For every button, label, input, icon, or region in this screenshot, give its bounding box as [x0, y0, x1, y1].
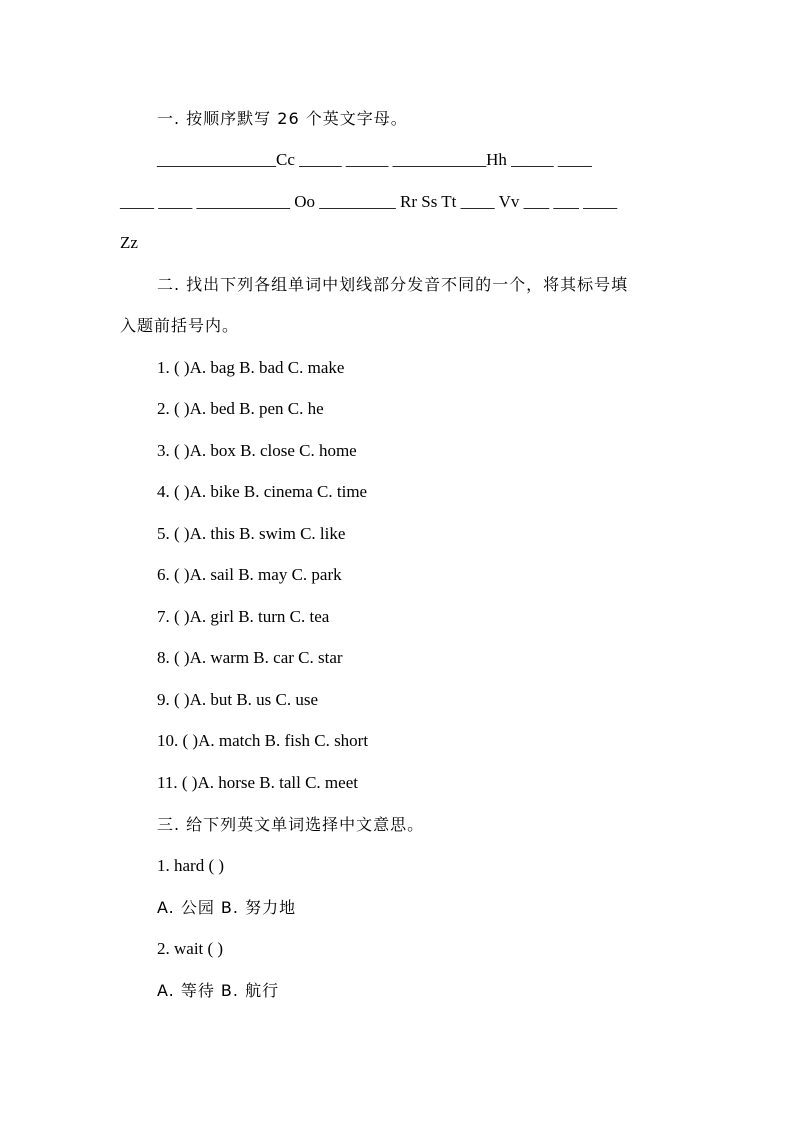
question-item-8: 8. ( )A. warm B. car C. star: [157, 648, 343, 667]
question-item-4: 4. ( )A. bike B. cinema C. time: [157, 482, 368, 501]
section3-heading: 三. 给下列英文单词选择中文意思。: [157, 815, 425, 834]
vocab-question-2: 2. wait ( ): [157, 939, 224, 958]
section2-heading-line1: 二. 找出下列各组单词中划线部分发音不同的一个，将其标号填: [157, 275, 629, 294]
question-item-1: 1. ( )A. bag B. bad C. make: [157, 358, 345, 377]
section1-heading: 一. 按顺序默写 26 个英文字母。: [157, 109, 408, 128]
question-item-3: 3. ( )A. box B. close C. home: [157, 441, 357, 460]
vocab-question-1: 1. hard ( ): [157, 856, 225, 875]
question-item-2: 2. ( )A. bed B. pen C. he: [157, 399, 324, 418]
question-item-10: 10. ( )A. match B. fish C. short: [157, 731, 369, 750]
question-item-11: 11. ( )A. horse B. tall C. meet: [157, 773, 358, 792]
vocab-question-2-options: A. 等待 B. 航行: [157, 981, 280, 1000]
section2-heading-line2: 入题前括号内。: [120, 316, 240, 335]
vocab-question-1-options: A. 公园 B. 努力地: [157, 898, 297, 917]
question-item-7: 7. ( )A. girl B. turn C. tea: [157, 607, 330, 626]
alphabet-line-1: ______________Cc _____ _____ ___________Hh _____ ____: [157, 150, 592, 169]
alphabet-line-3: Zz: [120, 233, 138, 252]
question-item-6: 6. ( )A. sail B. may C. park: [157, 565, 342, 584]
question-item-5: 5. ( )A. this B. swim C. like: [157, 524, 346, 543]
alphabet-line-2: ____ ____ ___________ Oo _________ Rr Ss Tt ____ Vv ___ ___ ____: [120, 192, 618, 211]
question-item-9: 9. ( )A. but B. us C. use: [157, 690, 319, 709]
